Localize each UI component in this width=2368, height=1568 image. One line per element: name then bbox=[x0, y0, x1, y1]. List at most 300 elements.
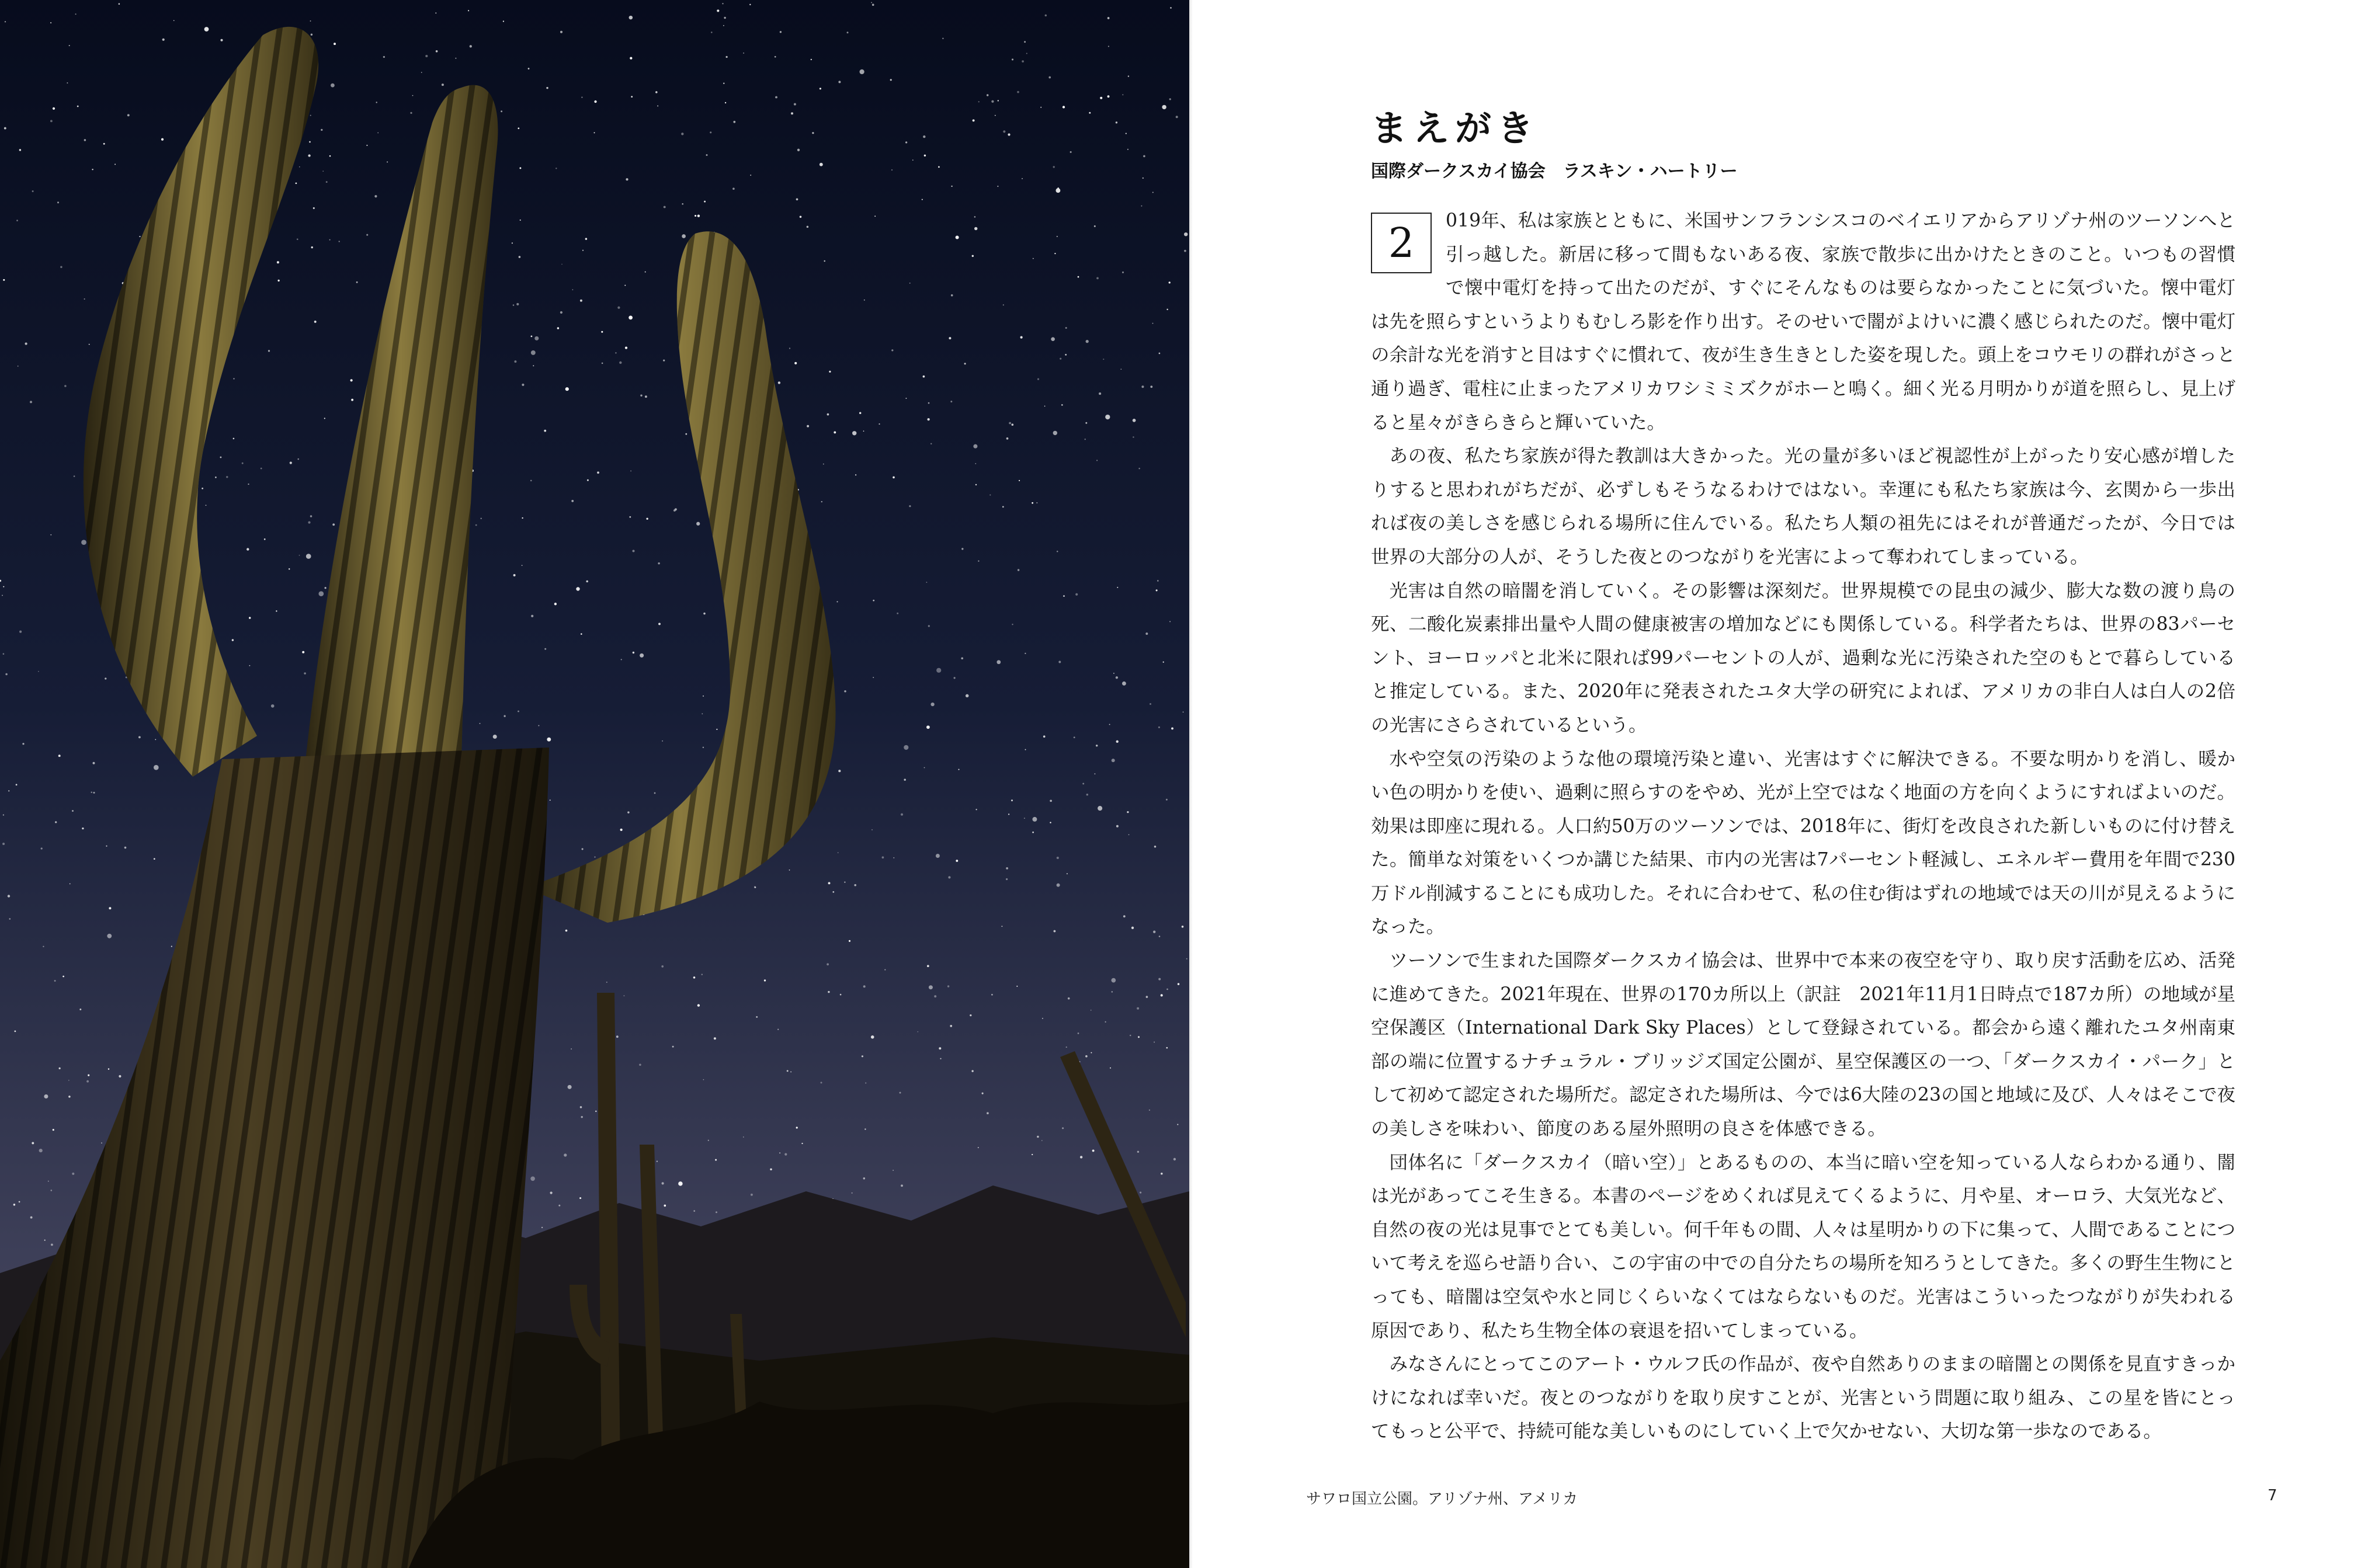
star bbox=[930, 703, 934, 706]
star bbox=[302, 651, 304, 653]
star bbox=[807, 226, 809, 228]
paragraph-2: あの夜、私たち家族が得た教訓は大きかった。光の量が多いほど視認性が上がったり安心感が増したりすると思われがちだが、必ずしもそうなるわけではない。幸運にも私たち家族は今、玄関から一歩出れば夜の美しさを感じられる場所に住んでいる。私たち人類の祖先にはそれが普通だったが、今日では世界の大部分の人が、そうした夜とのつながりを光害によって奪われてしまっている。 bbox=[1371, 446, 2235, 568]
star bbox=[664, 1205, 666, 1207]
star bbox=[329, 239, 331, 241]
star bbox=[834, 431, 836, 433]
star bbox=[640, 653, 644, 658]
star bbox=[68, 1080, 70, 1081]
star bbox=[702, 713, 703, 714]
star bbox=[1099, 392, 1101, 395]
star bbox=[1062, 1127, 1064, 1129]
star bbox=[784, 1153, 787, 1156]
star bbox=[890, 79, 892, 81]
star bbox=[852, 431, 856, 435]
star bbox=[329, 155, 331, 157]
star bbox=[936, 668, 941, 673]
star bbox=[550, 1191, 552, 1194]
star bbox=[716, 1211, 717, 1213]
star bbox=[629, 516, 631, 518]
star bbox=[1043, 735, 1046, 738]
star bbox=[1008, 813, 1009, 815]
star bbox=[891, 349, 893, 351]
star bbox=[564, 1153, 567, 1156]
star bbox=[723, 83, 724, 84]
star bbox=[797, 149, 800, 151]
paragraph-6: 団体名に「ダークスカイ（暗い空）」とあるものの、本当に暗い空を知っている人ならわかる通り、闇は光があってこそ生きる。本書のページをめくれば見えてくるように、月や星、オーロラ、大気光など、自然の夜の光は見事でとても美しい。何千年もの間、人々は星明かりの下に集って、人間であることについて考えを巡らせ語り合い、この宇宙の中での自分たちの場所を知ろうとしてきた。多くの野生生物にとっても、暗闇は空気や水と同じくらいなくてはならないものだ。光害はこういったつながりが失われる原因であり、私たち生物全体の衰退を招いてしまっている。 bbox=[1371, 1152, 2235, 1341]
star bbox=[1141, 206, 1142, 207]
star bbox=[1122, 272, 1124, 273]
star bbox=[518, 711, 519, 712]
star bbox=[621, 659, 622, 660]
star bbox=[555, 168, 557, 169]
star bbox=[50, 534, 51, 536]
star bbox=[155, 739, 156, 740]
star bbox=[79, 1009, 81, 1010]
star bbox=[1032, 832, 1034, 833]
star bbox=[9, 918, 11, 920]
star bbox=[934, 995, 936, 997]
star bbox=[897, 613, 898, 614]
star bbox=[2, 843, 5, 845]
star bbox=[657, 1161, 658, 1162]
star bbox=[1012, 58, 1013, 60]
star bbox=[777, 1029, 779, 1030]
star bbox=[522, 517, 523, 519]
star bbox=[926, 725, 930, 729]
star bbox=[838, 852, 839, 853]
star bbox=[1157, 580, 1159, 582]
star bbox=[582, 250, 584, 251]
star bbox=[568, 1085, 572, 1089]
star bbox=[1002, 506, 1004, 508]
star bbox=[912, 159, 914, 161]
star bbox=[455, 58, 456, 59]
star bbox=[904, 778, 905, 780]
star bbox=[1116, 121, 1117, 123]
star bbox=[715, 1159, 717, 1161]
star bbox=[924, 767, 925, 769]
star bbox=[154, 765, 159, 770]
star bbox=[1150, 385, 1152, 388]
star bbox=[794, 103, 796, 106]
star bbox=[32, 190, 34, 192]
star bbox=[92, 169, 93, 170]
star bbox=[518, 127, 519, 129]
star bbox=[308, 521, 310, 524]
star bbox=[69, 45, 70, 46]
star bbox=[829, 371, 831, 373]
star bbox=[874, 215, 876, 217]
star bbox=[681, 133, 683, 135]
paragraph-7: みなさんにとってこのアート・ウルフ氏の作品が、夜や自然ありのままの暗闇との関係を見直すきっかけになれば幸いだ。夜とのつながりを取り戻すことが、光害という問題に取り組み、この星を皆にとってもっと公平で、持続可能な美しいものにしていく上で欠かせない、大切な第一歩なのである。 bbox=[1371, 1354, 2235, 1442]
star bbox=[927, 965, 929, 967]
star bbox=[60, 266, 62, 268]
star bbox=[1107, 95, 1110, 98]
star bbox=[631, 96, 633, 98]
star bbox=[871, 2, 872, 3]
star bbox=[791, 112, 793, 114]
photo-caption: サワロ国立公園。アリゾナ州、アメリカ bbox=[1306, 1490, 1578, 1508]
star bbox=[435, 12, 436, 13]
star bbox=[987, 1112, 989, 1114]
star bbox=[289, 568, 290, 569]
star bbox=[947, 985, 949, 987]
star bbox=[514, 360, 516, 363]
star bbox=[173, 20, 175, 21]
star bbox=[725, 56, 727, 58]
star bbox=[1022, 60, 1024, 62]
star bbox=[547, 738, 551, 742]
star bbox=[801, 1143, 803, 1144]
star bbox=[324, 418, 325, 419]
star bbox=[493, 735, 497, 739]
star bbox=[1122, 94, 1123, 95]
star bbox=[1085, 422, 1087, 424]
star bbox=[1140, 1192, 1141, 1194]
star bbox=[594, 132, 595, 133]
star bbox=[1110, 1068, 1111, 1069]
star bbox=[480, 723, 481, 724]
star bbox=[246, 548, 249, 550]
star bbox=[387, 161, 388, 162]
star bbox=[1078, 276, 1079, 278]
star bbox=[629, 316, 633, 320]
star bbox=[1063, 106, 1065, 108]
star bbox=[873, 600, 874, 602]
star bbox=[557, 327, 560, 329]
star bbox=[1184, 232, 1188, 236]
star bbox=[1127, 149, 1129, 150]
star bbox=[706, 154, 708, 156]
star bbox=[261, 468, 262, 470]
star bbox=[1100, 97, 1102, 99]
star bbox=[872, 4, 874, 6]
star bbox=[554, 603, 557, 605]
star bbox=[1105, 415, 1110, 419]
star bbox=[800, 216, 802, 218]
star bbox=[827, 963, 829, 965]
star bbox=[924, 155, 926, 157]
star bbox=[504, 715, 505, 717]
star bbox=[249, 617, 251, 618]
star bbox=[1141, 385, 1144, 388]
star bbox=[863, 1177, 865, 1179]
star bbox=[871, 829, 873, 830]
star bbox=[779, 1152, 780, 1153]
star bbox=[627, 811, 629, 813]
star bbox=[161, 138, 164, 141]
star bbox=[425, 55, 428, 57]
star bbox=[108, 1068, 109, 1069]
star bbox=[682, 203, 683, 205]
star bbox=[905, 141, 907, 143]
star bbox=[1003, 304, 1004, 305]
star bbox=[310, 515, 313, 517]
star bbox=[1008, 133, 1010, 135]
star bbox=[383, 56, 385, 58]
star bbox=[1057, 857, 1059, 859]
star bbox=[633, 652, 634, 653]
star bbox=[616, 1035, 619, 1038]
star bbox=[81, 540, 86, 545]
star bbox=[1033, 258, 1034, 259]
star bbox=[732, 187, 735, 190]
star bbox=[1080, 1156, 1082, 1158]
star bbox=[1177, 1124, 1178, 1125]
star bbox=[1145, 632, 1148, 635]
star bbox=[51, 1243, 53, 1246]
star bbox=[1098, 806, 1102, 811]
star bbox=[324, 587, 326, 589]
star bbox=[828, 882, 831, 884]
star bbox=[1166, 309, 1168, 310]
star bbox=[299, 555, 300, 556]
star bbox=[775, 96, 777, 99]
star bbox=[1152, 323, 1154, 324]
star bbox=[39, 1149, 43, 1152]
star bbox=[823, 464, 824, 465]
star bbox=[725, 102, 726, 103]
star bbox=[38, 671, 39, 672]
star bbox=[541, 1227, 543, 1228]
star bbox=[1026, 53, 1027, 54]
star bbox=[789, 347, 790, 349]
star bbox=[905, 398, 907, 399]
star bbox=[581, 96, 582, 98]
star bbox=[468, 10, 469, 11]
star bbox=[1061, 404, 1063, 406]
star bbox=[991, 100, 994, 103]
star bbox=[1063, 595, 1065, 597]
star bbox=[30, 401, 32, 403]
star bbox=[519, 167, 521, 169]
star bbox=[716, 729, 717, 730]
star bbox=[512, 242, 513, 244]
paragraph-3: 光害は自然の暗闇を消していく。その影響は深刻だ。世界規模での昆虫の減少、膨大な数の渡り鳥の死、二酸化炭素排出量や人間の健康被害の増加などにも関係している。科学者たちは、世界の83パーセント、ヨーロッパと北米に限れば99パーセントの人が、過剰な光に汚染された空のもとで暮らしていると推定している。また、2020年に発表されたユタ大学の研究によれば、アメリカの非白人は白人の2倍の光害にさらされているという。 bbox=[1371, 580, 2235, 736]
star bbox=[580, 300, 582, 302]
star bbox=[951, 186, 952, 187]
star bbox=[5, 21, 6, 22]
star bbox=[1153, 931, 1155, 933]
star bbox=[326, 181, 328, 183]
star bbox=[171, 946, 172, 947]
star bbox=[204, 27, 209, 32]
star bbox=[550, 799, 551, 801]
star bbox=[19, 1201, 20, 1203]
star bbox=[639, 1064, 641, 1066]
star bbox=[1137, 1151, 1139, 1153]
star bbox=[44, 1240, 46, 1241]
star bbox=[119, 1075, 121, 1077]
star bbox=[311, 33, 313, 35]
star bbox=[16, 220, 18, 221]
star bbox=[220, 457, 221, 458]
star bbox=[1006, 437, 1009, 440]
star bbox=[865, 1082, 866, 1083]
star bbox=[124, 847, 127, 849]
star bbox=[672, 1046, 674, 1048]
star bbox=[1158, 978, 1161, 981]
star bbox=[1066, 1047, 1067, 1048]
star bbox=[32, 1142, 34, 1144]
star bbox=[940, 1058, 941, 1059]
star bbox=[215, 477, 217, 478]
star bbox=[645, 395, 647, 398]
star bbox=[1169, 281, 1171, 283]
star bbox=[1169, 98, 1171, 100]
star bbox=[717, 9, 719, 12]
star bbox=[646, 518, 648, 520]
star bbox=[530, 480, 532, 482]
star bbox=[565, 387, 569, 391]
star bbox=[84, 139, 86, 141]
star bbox=[516, 303, 519, 305]
star bbox=[663, 360, 665, 361]
star bbox=[1053, 166, 1055, 168]
star bbox=[277, 261, 279, 263]
star bbox=[1109, 724, 1110, 725]
star bbox=[519, 256, 521, 258]
star bbox=[1009, 422, 1011, 425]
star bbox=[778, 381, 780, 384]
star bbox=[824, 260, 825, 262]
star bbox=[560, 31, 563, 33]
star bbox=[978, 1147, 979, 1148]
star bbox=[314, 321, 317, 323]
star bbox=[19, 149, 21, 151]
star bbox=[864, 300, 865, 301]
star bbox=[19, 631, 22, 633]
star bbox=[531, 336, 533, 338]
star bbox=[1053, 431, 1057, 435]
star bbox=[18, 366, 19, 367]
star bbox=[220, 39, 223, 41]
star bbox=[602, 363, 603, 364]
star bbox=[1105, 1021, 1106, 1023]
star bbox=[811, 59, 812, 60]
star bbox=[1048, 77, 1051, 79]
star bbox=[949, 337, 951, 339]
star bbox=[1166, 989, 1168, 990]
star bbox=[1089, 112, 1091, 114]
star bbox=[654, 792, 656, 794]
star bbox=[1162, 105, 1166, 109]
star bbox=[1044, 406, 1046, 407]
star bbox=[89, 344, 90, 345]
star bbox=[794, 362, 797, 364]
star bbox=[750, 175, 751, 176]
star bbox=[938, 166, 940, 168]
star bbox=[560, 311, 563, 314]
star bbox=[1065, 327, 1067, 329]
star bbox=[233, 438, 235, 440]
star bbox=[995, 115, 996, 116]
star bbox=[1017, 91, 1019, 93]
star bbox=[586, 580, 588, 583]
star bbox=[561, 264, 563, 265]
star bbox=[70, 884, 71, 885]
star bbox=[55, 821, 57, 823]
star bbox=[1003, 130, 1005, 133]
star bbox=[366, 145, 367, 146]
star bbox=[571, 500, 574, 502]
star bbox=[961, 657, 963, 659]
paragraph-4: 水や空気の汚染のような他の環境汚染と違い、光害はすぐに解決できる。不要な明かりを消し、暖かい色の明かりを使い、過剰に照らすのをやめ、光が上空ではなく地面の方を向くようにすればよいのだ。効果は即座に現れる。人口約50万のツーソンでは、2018年に、街灯を改良された新しいものに付け替えた。簡単な対策をいくつか講じた結果、市内の光害は7パーセント軽減し、エネルギー費用を年間で230万ドル削減することにも成功した。それに合わせて、私の住む街はずれの地域では天の川が見えるようになった。 bbox=[1371, 748, 2235, 938]
star bbox=[703, 613, 706, 615]
star bbox=[1058, 661, 1061, 663]
star bbox=[1045, 15, 1047, 17]
star bbox=[1037, 1136, 1039, 1138]
star bbox=[1094, 773, 1095, 774]
star bbox=[1011, 799, 1013, 801]
star bbox=[973, 444, 977, 449]
star bbox=[1050, 822, 1051, 823]
star bbox=[724, 17, 725, 19]
star bbox=[884, 969, 886, 971]
star bbox=[678, 1181, 682, 1185]
star bbox=[625, 346, 627, 349]
star bbox=[1070, 151, 1072, 153]
star bbox=[1154, 1042, 1155, 1043]
star bbox=[534, 336, 539, 340]
star bbox=[54, 980, 56, 982]
star bbox=[708, 1140, 709, 1141]
star bbox=[974, 227, 977, 230]
star bbox=[662, 740, 663, 742]
star bbox=[103, 143, 105, 145]
star bbox=[1006, 867, 1008, 870]
star bbox=[1057, 551, 1058, 552]
star bbox=[58, 755, 61, 757]
star bbox=[812, 132, 814, 134]
star bbox=[50, 120, 53, 122]
star bbox=[1020, 336, 1023, 339]
star bbox=[15, 1031, 16, 1032]
star bbox=[581, 1116, 583, 1118]
star bbox=[1006, 878, 1008, 880]
star bbox=[334, 43, 336, 45]
star bbox=[1041, 1140, 1043, 1141]
star bbox=[544, 648, 546, 650]
star bbox=[1054, 253, 1055, 254]
star bbox=[626, 178, 628, 180]
star bbox=[790, 1072, 791, 1073]
star bbox=[57, 201, 59, 203]
page-number: 7 bbox=[2268, 1487, 2277, 1504]
star bbox=[770, 1169, 772, 1170]
star bbox=[1011, 423, 1013, 426]
star bbox=[64, 385, 67, 387]
star bbox=[991, 994, 993, 996]
star bbox=[1096, 277, 1099, 280]
star bbox=[844, 881, 845, 882]
star bbox=[836, 601, 838, 602]
star bbox=[242, 463, 244, 464]
star bbox=[827, 413, 829, 416]
star bbox=[332, 523, 335, 526]
star bbox=[139, 236, 140, 237]
star bbox=[975, 484, 977, 485]
star bbox=[909, 283, 911, 284]
star bbox=[565, 930, 568, 932]
star bbox=[48, 1181, 49, 1182]
star bbox=[722, 3, 723, 4]
star bbox=[855, 474, 856, 475]
star bbox=[711, 32, 713, 33]
star bbox=[863, 985, 866, 988]
star bbox=[673, 509, 676, 512]
text-page bbox=[1193, 0, 2368, 1568]
